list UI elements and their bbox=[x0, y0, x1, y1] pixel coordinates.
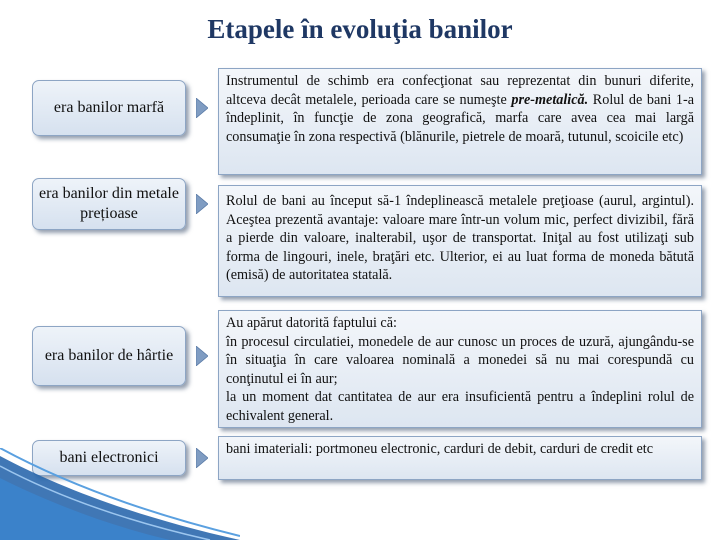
right-arrow-icon bbox=[196, 346, 208, 366]
description-era-banilor-marfa bbox=[218, 68, 702, 175]
description-emphasis: pre-metalică. bbox=[511, 91, 589, 108]
decorative-wave bbox=[0, 448, 240, 540]
label-era-banilor-marfa: era banilor marfă bbox=[32, 80, 186, 136]
label-bani-electronici: bani electronici bbox=[32, 440, 186, 476]
description-text: Instrumentul de schimb era confecţionat sau reprezentat din bunuri diferite, altceva decât metalele, perioada care se numeşte bbox=[226, 73, 694, 108]
right-arrow-icon bbox=[196, 194, 208, 214]
right-arrow-icon bbox=[196, 98, 208, 118]
description-line: Au apărut datorită faptului că: bbox=[226, 315, 397, 331]
description-era-banilor-hartie bbox=[218, 310, 702, 428]
label-era-banilor-metale-pretioase: era banilor din metale prețioase bbox=[32, 178, 186, 230]
description-text: Rolul de bani 1-a îndeplinit, în funcţie de zona geografică, marfa care avea cea mai largă consumaţie în zona respectivă (blănurile, pietrele de moară, tutunul, scoicile etc) bbox=[226, 91, 695, 145]
page-title: Etapele în evoluţia banilor bbox=[207, 14, 513, 44]
description-text: Rolul de bani au început să-1 îndeplinească metalele preţioase (aurul, argintul). Aceştea prezentă avantaje: valoare mare într-un volum mic, perfect divizibil, fără a pierde din valoare, inalterabil, uşor de transportat. Iniţal au fost utilizaţi sub forma de lingouri, inele, braţări etc. Ulterior, ei au luat forma de moneda bătută (emisă) de autoritatea statală. bbox=[226, 193, 694, 283]
description-bani-electronici bbox=[218, 436, 702, 480]
description-era-banilor-metale-pretioase bbox=[218, 185, 702, 297]
label-era-banilor-hartie: era banilor de hârtie bbox=[32, 326, 186, 386]
description-line: în procesul circulatiei, monedele de aur cunosc un proces de uzură, ajungându-se în situaţia în care valoarea nominală a monedei să nu mai corespundă cu conţinutul ei în aur; bbox=[226, 333, 694, 387]
description-line: la un moment dat cantitatea de aur era insuficientă pentru a îndeplini rolul de echivalent general. bbox=[226, 389, 694, 424]
description-text: bani imateriali: portmoneu electronic, carduri de debit, carduri de credit etc bbox=[226, 441, 654, 457]
